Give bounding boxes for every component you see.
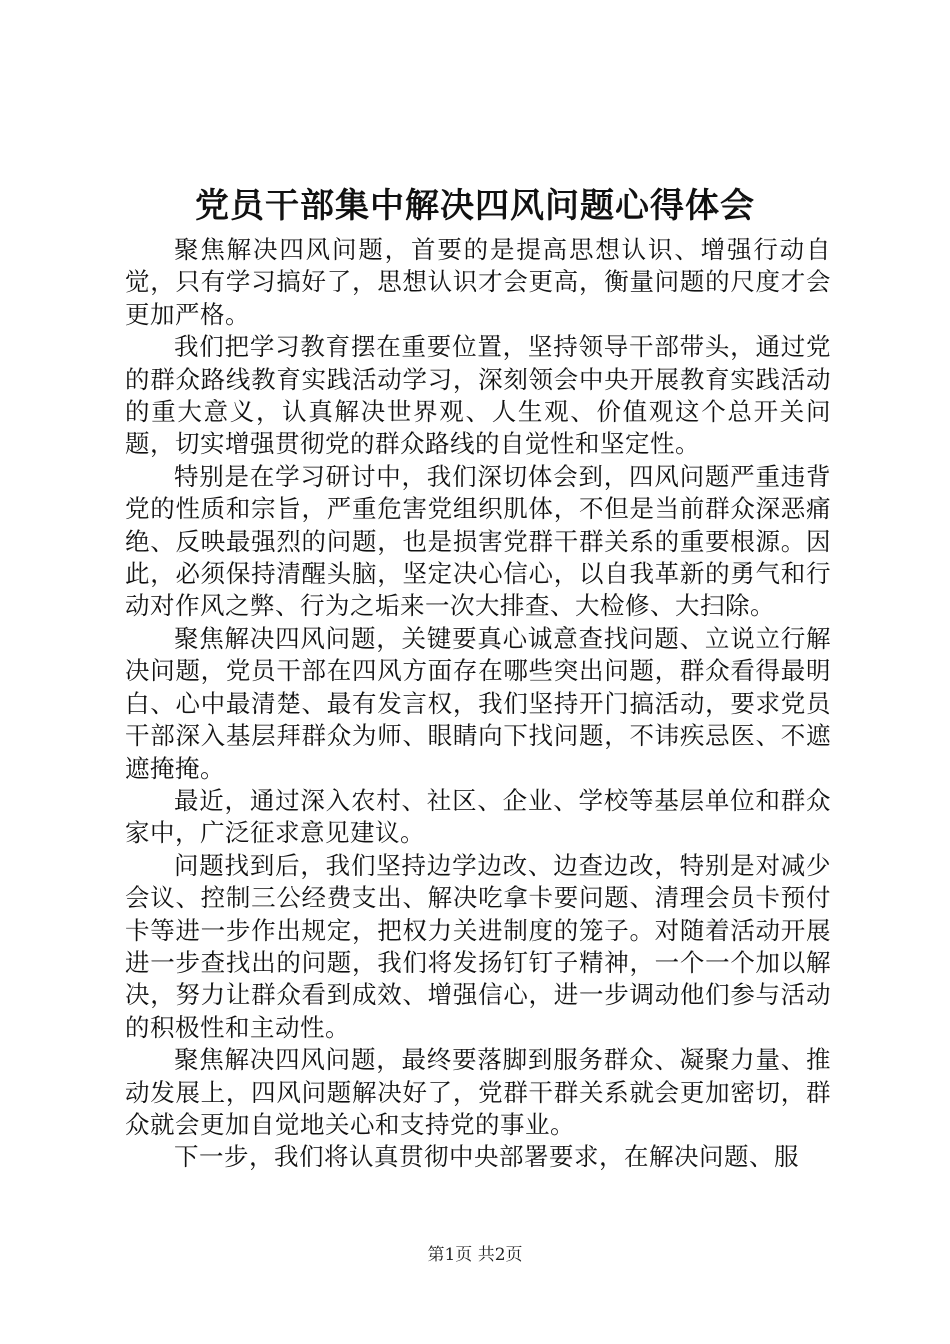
page-number-footer: 第1页 共2页 <box>427 1245 523 1265</box>
document-title: 党员干部集中解决四风问题心得体会 <box>195 186 755 226</box>
paragraph: 聚焦解决四风问题，关键要真心诚意查找问题、立说立行解决问题，党员干部在四风方面存在哪些突出问题，群众看得最明白、心中最清楚、最有发言权，我们坚持开门搞活动，要求党员干部深入基层拜群众为师、眼睛向下找问题，不讳疾忌医、不遮遮掩掩。 <box>125 623 831 783</box>
paragraph: 下一步，我们将认真贯彻中央部署要求，在解决问题、服 <box>174 1142 799 1172</box>
paragraph: 问题找到后，我们坚持边学边改、边查边改，特别是对减少会议、控制三公经费支出、解决吃拿卡要问题、清理会员卡预付卡等进一步作出规定，把权力关进制度的笼子。对随着活动开展进一步查找出的问题，我们将发扬钉钉子精神，一个一个加以解决，努力让群众看到成效、增强信心，进一步调动他们参与活动的积极性和主动性。 <box>125 850 831 1042</box>
paragraph: 我们把学习教育摆在重要位置，坚持领导干部带头，通过党的群众路线教育实践活动学习，深刻领会中央开展教育实践活动的重大意义，认真解决世界观、人生观、价值观这个总开关问题，切实增强贯彻党的群众路线的自觉性和坚定性。 <box>125 332 831 459</box>
paragraph: 聚焦解决四风问题，最终要落脚到服务群众、凝聚力量、推动发展上，四风问题解决好了，党群干群关系就会更加密切，群众就会更加自觉地关心和支持党的事业。 <box>125 1045 831 1139</box>
paragraph: 特别是在学习研讨中，我们深切体会到，四风问题严重违背党的性质和宗旨，严重危害党组织肌体，不但是当前群众深恶痛绝、反映最强烈的问题，也是损害党群干群关系的重要根源。因此，必须保持清醒头脑，坚定决心信心，以自我革新的勇气和行动对作风之弊、行为之垢来一次大排查、大检修、大扫除。 <box>125 461 831 621</box>
paragraph: 最近，通过深入农村、社区、企业、学校等基层单位和群众家中，广泛征求意见建议。 <box>125 785 831 848</box>
document-body <box>125 234 831 1174</box>
paragraph: 聚焦解决四风问题，首要的是提高思想认识、增强行动自觉，只有学习搞好了，思想认识才会更高，衡量问题的尺度才会更加严格。 <box>125 235 831 329</box>
